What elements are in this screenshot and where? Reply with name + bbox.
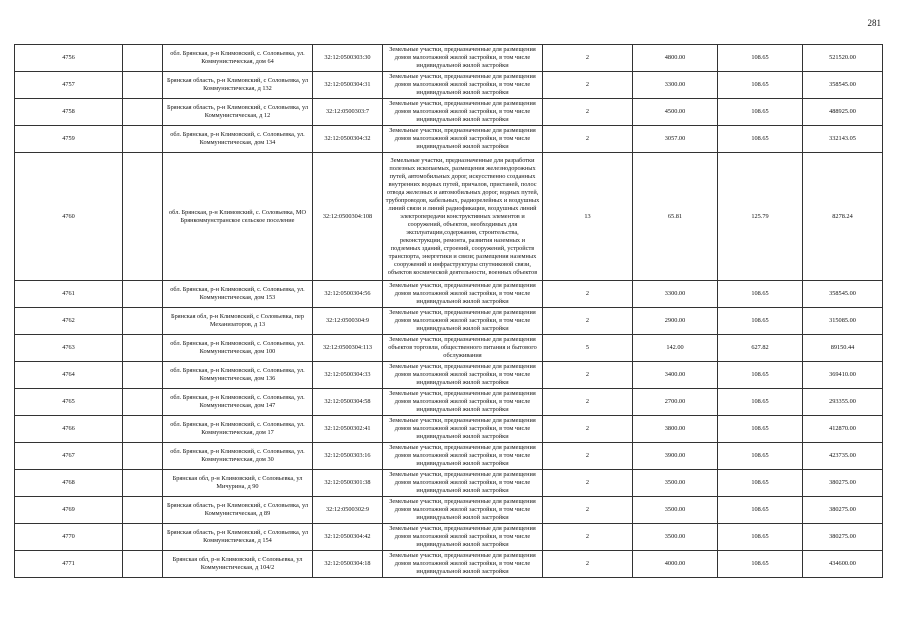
cadastral-number-cell: 32:12:0500304:42	[313, 524, 383, 551]
row-number: 4763	[15, 335, 123, 362]
use-group-cell: 2	[543, 389, 633, 416]
row-number: 4769	[15, 497, 123, 524]
land-use-cell: Земельные участки, предназначенные для размещения домов малоэтажной жилой застройки, в том числе индивидуальной жилой застройки	[383, 470, 543, 497]
cadastral-number-cell: 32:12:0500302:41	[313, 416, 383, 443]
row-number: 4760	[15, 153, 123, 281]
land-use-cell: Земельные участки, предназначенные для размещения домов малоэтажной жилой застройки, в том числе индивидуальной жилой застройки	[383, 308, 543, 335]
cadastral-number-cell: 32:12:0500304:31	[313, 72, 383, 99]
spacer-cell	[123, 443, 163, 470]
row-number: 4767	[15, 443, 123, 470]
table-row	[15, 308, 883, 335]
cadastral-value-cell: 380275.00	[803, 524, 883, 551]
spacer-cell	[123, 153, 163, 281]
table-row	[15, 99, 883, 126]
use-group-cell: 2	[543, 308, 633, 335]
land-use-cell: Земельные участки, предназначенные для размещения объектов торговли, общественного питания и бытового обслуживания	[383, 335, 543, 362]
area-cell: 3500.00	[633, 524, 718, 551]
area-cell: 4500.00	[633, 99, 718, 126]
use-group-cell: 5	[543, 335, 633, 362]
cadastral-value-cell: 358545.00	[803, 72, 883, 99]
area-cell: 3800.00	[633, 416, 718, 443]
cadastral-number-cell: 32:12:0500303:16	[313, 443, 383, 470]
cadastral-number-cell: 32:12:0500303:30	[313, 45, 383, 72]
specific-value-cell: 108.65	[718, 72, 803, 99]
address-cell: Брянская обл, р-н Климовский, с Соловьевка, ул Мичурина, д 90	[163, 470, 313, 497]
cadastral-value-cell: 380275.00	[803, 497, 883, 524]
table-row	[15, 72, 883, 99]
table-row	[15, 45, 883, 72]
table-row	[15, 524, 883, 551]
row-number: 4766	[15, 416, 123, 443]
specific-value-cell: 108.65	[718, 551, 803, 578]
address-cell: обл. Брянская, р-н Климовский, с. Соловьевка, ул. Коммунистическая, дом 30	[163, 443, 313, 470]
row-number: 4761	[15, 281, 123, 308]
specific-value-cell: 108.65	[718, 389, 803, 416]
address-cell: обл. Брянская, р-н Климовский, с. Соловьевка, ул. Коммунистическая, дом 153	[163, 281, 313, 308]
specific-value-cell: 108.65	[718, 416, 803, 443]
spacer-cell	[123, 470, 163, 497]
specific-value-cell: 108.65	[718, 281, 803, 308]
use-group-cell: 2	[543, 45, 633, 72]
spacer-cell	[123, 416, 163, 443]
area-cell: 2700.00	[633, 389, 718, 416]
cadastral-value-cell: 521520.00	[803, 45, 883, 72]
cadastral-number-cell: 32:12:0500304:33	[313, 362, 383, 389]
area-cell: 2900.00	[633, 308, 718, 335]
cadastral-number-cell: 32:12:0500302:9	[313, 497, 383, 524]
use-group-cell: 2	[543, 470, 633, 497]
address-cell: Брянская обл, р-н Климовский, с Соловьевка, ул Коммунистическая, д 104/2	[163, 551, 313, 578]
row-number: 4759	[15, 126, 123, 153]
use-group-cell: 2	[543, 416, 633, 443]
table-row	[15, 497, 883, 524]
use-group-cell: 2	[543, 551, 633, 578]
area-cell: 3500.00	[633, 497, 718, 524]
area-cell: 3300.00	[633, 72, 718, 99]
specific-value-cell: 108.65	[718, 497, 803, 524]
spacer-cell	[123, 45, 163, 72]
land-use-cell: Земельные участки, предназначенные для размещения домов малоэтажной жилой застройки, в том числе индивидуальной жилой застройки	[383, 99, 543, 126]
cadastral-value-cell: 488925.00	[803, 99, 883, 126]
address-cell: обл. Брянская, р-н Климовский, с. Соловьевка, ул. Коммунистическая, дом 17	[163, 416, 313, 443]
land-use-cell: Земельные участки, предназначенные для размещения домов малоэтажной жилой застройки, в том числе индивидуальной жилой застройки	[383, 443, 543, 470]
land-use-cell: Земельные участки, предназначенные для размещения домов малоэтажной жилой застройки, в том числе индивидуальной жилой застройки	[383, 524, 543, 551]
cadastral-value-cell: 434600.00	[803, 551, 883, 578]
table-body	[15, 45, 883, 578]
spacer-cell	[123, 389, 163, 416]
cadastral-number-cell: 32:12:0500304:9	[313, 308, 383, 335]
use-group-cell: 2	[543, 497, 633, 524]
table-row	[15, 153, 883, 281]
specific-value-cell: 108.65	[718, 99, 803, 126]
table-row	[15, 389, 883, 416]
page-number: 281	[867, 18, 881, 28]
address-cell: Брянская область, р-н Климовский, с Соловьевка, ул Коммунистическая, д 89	[163, 497, 313, 524]
cadastral-number-cell: 32:12:0500304:18	[313, 551, 383, 578]
specific-value-cell: 108.65	[718, 524, 803, 551]
land-use-cell: Земельные участки, предназначенные для разработки полезных ископаемых, размещения железнодорожных путей, автомобильных дорог, искусственно созданных внутренних водных путей, причалов, пристаней, полос отвода железных и автомобильных дорог, водных путей, трубопроводов, кабельных, радиорелейных и воздушных линий связи и линий радиофикации, воздушных линий электропередачи конструктивных элементов и сооружений, объектов, необходимых для эксплуатации,содержания, строительства, реконструкции, ремонта, развития наземных и подземных зданий, строений, сооружений, устройств транспорта, энергетики и связи; размещения наземных сооружений и инфраструктуры спутниковой связи, объектов космической деятельности, военных объектов	[383, 153, 543, 281]
address-cell: обл. Брянская, р-н Климовский, с. Соловьевка, ул. Коммунистическая, дом 64	[163, 45, 313, 72]
land-use-cell: Земельные участки, предназначенные для размещения домов малоэтажной жилой застройки, в том числе индивидуальной жилой застройки	[383, 551, 543, 578]
use-group-cell: 2	[543, 72, 633, 99]
use-group-cell: 2	[543, 443, 633, 470]
spacer-cell	[123, 72, 163, 99]
cadastral-value-cell: 89150.44	[803, 335, 883, 362]
specific-value-cell: 108.65	[718, 308, 803, 335]
cadastral-value-cell: 358545.00	[803, 281, 883, 308]
spacer-cell	[123, 335, 163, 362]
land-use-cell: Земельные участки, предназначенные для размещения домов малоэтажной жилой застройки, в том числе индивидуальной жилой застройки	[383, 362, 543, 389]
specific-value-cell: 108.65	[718, 126, 803, 153]
area-cell: 3900.00	[633, 443, 718, 470]
area-cell: 4000.00	[633, 551, 718, 578]
cadastral-value-cell: 412870.00	[803, 416, 883, 443]
row-number: 4757	[15, 72, 123, 99]
cadastral-number-cell: 32:12:0500304:32	[313, 126, 383, 153]
specific-value-cell: 108.65	[718, 470, 803, 497]
row-number: 4758	[15, 99, 123, 126]
address-cell: обл. Брянская, р-н Климовский, с. Соловьевка, ул. Коммунистическая, дом 134	[163, 126, 313, 153]
table-row	[15, 416, 883, 443]
table-row	[15, 335, 883, 362]
specific-value-cell: 108.65	[718, 443, 803, 470]
table-row	[15, 362, 883, 389]
spacer-cell	[123, 308, 163, 335]
table-row	[15, 551, 883, 578]
cadastral-number-cell: 32:12:0500304:113	[313, 335, 383, 362]
cadastral-value-cell: 332143.05	[803, 126, 883, 153]
use-group-cell: 2	[543, 126, 633, 153]
specific-value-cell: 108.65	[718, 45, 803, 72]
land-use-cell: Земельные участки, предназначенные для размещения домов малоэтажной жилой застройки, в том числе индивидуальной жилой застройки	[383, 389, 543, 416]
row-number: 4765	[15, 389, 123, 416]
spacer-cell	[123, 99, 163, 126]
row-number: 4764	[15, 362, 123, 389]
area-cell: 3400.00	[633, 362, 718, 389]
area-cell: 3057.00	[633, 126, 718, 153]
land-use-cell: Земельные участки, предназначенные для размещения домов малоэтажной жилой застройки, в том числе индивидуальной жилой застройки	[383, 126, 543, 153]
land-use-cell: Земельные участки, предназначенные для размещения домов малоэтажной жилой застройки, в том числе индивидуальной жилой застройки	[383, 45, 543, 72]
table-row	[15, 470, 883, 497]
cadastral-number-cell: 32:12:0500301:38	[313, 470, 383, 497]
area-cell: 4800.00	[633, 45, 718, 72]
cadastral-value-table	[14, 44, 883, 578]
table-row	[15, 126, 883, 153]
area-cell: 3300.00	[633, 281, 718, 308]
cadastral-value-cell: 315085.00	[803, 308, 883, 335]
area-cell: 3500.00	[633, 470, 718, 497]
spacer-cell	[123, 126, 163, 153]
cadastral-number-cell: 32:12:0500304:56	[313, 281, 383, 308]
row-number: 4762	[15, 308, 123, 335]
use-group-cell: 13	[543, 153, 633, 281]
use-group-cell: 2	[543, 281, 633, 308]
spacer-cell	[123, 524, 163, 551]
address-cell: Брянская область, р-н Климовский, с Соловьевка, ул Коммунистическая, д 154	[163, 524, 313, 551]
use-group-cell: 2	[543, 99, 633, 126]
spacer-cell	[123, 497, 163, 524]
use-group-cell: 2	[543, 524, 633, 551]
land-use-cell: Земельные участки, предназначенные для размещения домов малоэтажной жилой застройки, в том числе индивидуальной жилой застройки	[383, 281, 543, 308]
row-number: 4768	[15, 470, 123, 497]
cadastral-value-cell: 8278.24	[803, 153, 883, 281]
cadastral-number-cell: 32:12:0500304:58	[313, 389, 383, 416]
table-row	[15, 443, 883, 470]
row-number: 4771	[15, 551, 123, 578]
cadastral-number-cell: 32:12:0500303:7	[313, 99, 383, 126]
address-cell: Брянская область, р-н Климовский, с Соловьевка, ул Коммунистическая, д 12	[163, 99, 313, 126]
table-row	[15, 281, 883, 308]
specific-value-cell: 627.82	[718, 335, 803, 362]
cadastral-number-cell: 32:12:0500304:108	[313, 153, 383, 281]
cadastral-value-cell: 380275.00	[803, 470, 883, 497]
row-number: 4770	[15, 524, 123, 551]
spacer-cell	[123, 551, 163, 578]
address-cell: обл. Брянская, р-н Климовский, с. Соловьевка, ул. Коммунистическая, дом 100	[163, 335, 313, 362]
use-group-cell: 2	[543, 362, 633, 389]
address-cell: Брянская обл, р-н Климовский, с Соловьевка, пер Механизаторов, д 13	[163, 308, 313, 335]
address-cell: Брянская область, р-н Климовский, с Соловьевка, ул Коммунистическая, д 132	[163, 72, 313, 99]
land-use-cell: Земельные участки, предназначенные для размещения домов малоэтажной жилой застройки, в том числе индивидуальной жилой застройки	[383, 72, 543, 99]
specific-value-cell: 125.79	[718, 153, 803, 281]
land-use-cell: Земельные участки, предназначенные для размещения домов малоэтажной жилой застройки, в том числе индивидуальной жилой застройки	[383, 497, 543, 524]
land-use-cell: Земельные участки, предназначенные для размещения домов малоэтажной жилой застройки, в том числе индивидуальной жилой застройки	[383, 416, 543, 443]
address-cell: обл. Брянская, р-н Климовский, с. Соловьевка, МО Брянкоммунстранское сельское поселение	[163, 153, 313, 281]
row-number: 4756	[15, 45, 123, 72]
cadastral-value-cell: 423735.00	[803, 443, 883, 470]
area-cell: 142.00	[633, 335, 718, 362]
cadastral-value-cell: 293355.00	[803, 389, 883, 416]
spacer-cell	[123, 362, 163, 389]
spacer-cell	[123, 281, 163, 308]
address-cell: обл. Брянская, р-н Климовский, с. Соловьевка, ул. Коммунистическая, дом 136	[163, 362, 313, 389]
specific-value-cell: 108.65	[718, 362, 803, 389]
address-cell: обл. Брянская, р-н Климовский, с. Соловьевка, ул. Коммунистическая, дом 147	[163, 389, 313, 416]
area-cell: 65.81	[633, 153, 718, 281]
cadastral-value-cell: 369410.00	[803, 362, 883, 389]
